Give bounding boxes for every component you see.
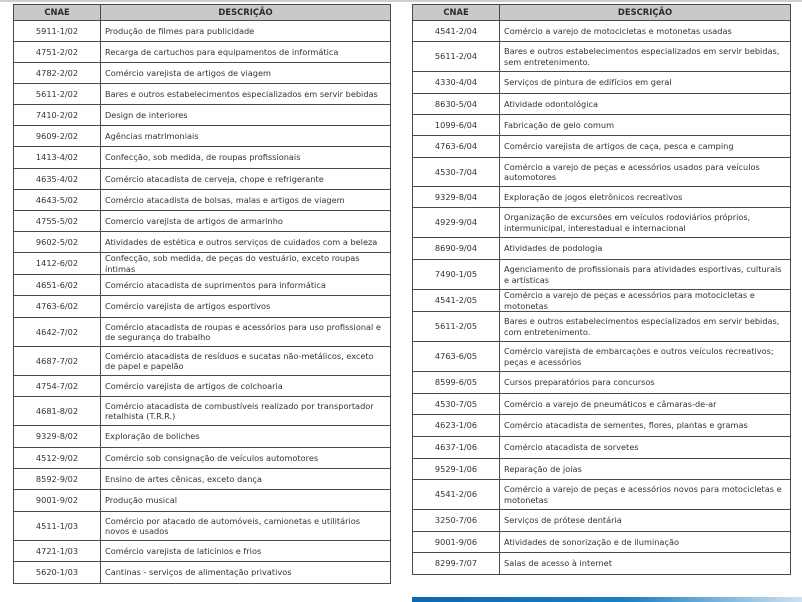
table-row: [413, 532, 791, 553]
cnae-description: Serviços de prótese dentária: [500, 510, 791, 532]
cnae-description: Cursos preparatórios para concursos: [500, 372, 791, 394]
cnae-code: 9529-1/06: [413, 459, 500, 480]
table-row: [14, 426, 391, 448]
cnae-description: Reparação de joias: [500, 459, 791, 480]
cnae-code: 7490-1/05: [413, 260, 500, 290]
table-row: [14, 490, 391, 512]
cnae-description: Bares e outros estabelecimentos especializados em servir bebidas: [101, 84, 391, 105]
table-row: [14, 232, 391, 253]
cnae-code: 8299-7/07: [413, 553, 500, 575]
cnae-code: 4763-6/04: [413, 136, 500, 158]
cnae-code: 4782-2/02: [14, 63, 101, 84]
cnae-code: 4721-1/03: [14, 541, 101, 562]
header-cnae: CNAE: [413, 5, 500, 21]
cnae-description: Comércio atacadista de sementes, flores, plantas e gramas: [500, 415, 791, 437]
cnae-code: 8599-6/05: [413, 372, 500, 394]
cnae-code: 4530-7/04: [413, 158, 500, 187]
cnae-description: Comércio varejista de embarcações e outros veículos recreativos; peças e acessórios: [500, 342, 791, 372]
table-row: [413, 459, 791, 480]
cnae-description: Comércio a varejo de pneumáticos e câmaras-de-ar: [500, 394, 791, 415]
cnae-code: 9329-8/02: [14, 426, 101, 448]
table-row: [413, 94, 791, 115]
cnae-code: 4541-2/05: [413, 290, 500, 312]
table-row: [14, 21, 391, 42]
table-row: [14, 42, 391, 63]
table-row: [14, 105, 391, 126]
cnae-code: 3250-7/06: [413, 510, 500, 532]
cnae-description: Design de interiores: [101, 105, 391, 126]
table-row: [413, 21, 791, 42]
table-header-row: [14, 5, 391, 21]
table-row: [413, 290, 791, 312]
table-row: [14, 275, 391, 296]
cnae-code: 8592-9/02: [14, 469, 101, 490]
cnae-description: Bares e outros estabelecimentos especializados em servir bebidas, com entretenimento.: [500, 312, 791, 342]
cnae-code: 4751-2/02: [14, 42, 101, 63]
table-row: [413, 415, 791, 437]
table-row: [413, 72, 791, 94]
cnae-code: 4541-2/06: [413, 480, 500, 510]
cnae-description: Serviços de pintura de edifícios em geral: [500, 72, 791, 94]
header-descricao: DESCRIÇÃO: [500, 5, 791, 21]
header-cnae: CNAE: [14, 5, 101, 21]
table-row: [14, 211, 391, 232]
table-row: [14, 190, 391, 211]
cnae-code: 4681-8/02: [14, 397, 101, 426]
cnae-description: Produção de filmes para publicidade: [101, 21, 391, 42]
cnae-description: Atividade odontológica: [500, 94, 791, 115]
cnae-description: Atividades de podologia: [500, 238, 791, 260]
cnae-code: 4637-1/06: [413, 437, 500, 459]
cnae-description: Comércio atacadista de combustíveis realizado por transportador retalhista (T.R.R.): [101, 397, 391, 426]
table-row: [413, 260, 791, 290]
cnae-description: Confecção, sob medida, de roupas profissionais: [101, 147, 391, 169]
cnae-description: Comércio a varejo de motocicletas e motonetas usadas: [500, 21, 791, 42]
table-row: [14, 126, 391, 147]
cnae-description: Comércio varejista de artigos de viagem: [101, 63, 391, 84]
cnae-code: 4642-7/02: [14, 318, 101, 347]
cnae-code: 5611-2/02: [14, 84, 101, 105]
cnae-code: 5620-1/03: [14, 562, 101, 584]
cnae-code: 5611-2/04: [413, 42, 500, 72]
cnae-code: 4755-5/02: [14, 211, 101, 232]
cnae-code: 9609-2/02: [14, 126, 101, 147]
cnae-description: Comércio atacadista de sorvetes: [500, 437, 791, 459]
table-row: [14, 562, 391, 584]
cnae-table-left: [13, 4, 391, 584]
cnae-description: Salas de acesso à internet: [500, 553, 791, 575]
cnae-code: 1413-4/02: [14, 147, 101, 169]
cnae-code: 4643-5/02: [14, 190, 101, 211]
table-row: [413, 238, 791, 260]
table-row: [413, 42, 791, 72]
table-row: [14, 63, 391, 84]
table-row: [14, 169, 391, 190]
cnae-description: Ensino de artes cênicas, exceto dança: [101, 469, 391, 490]
cnae-description: Agências matrimoniais: [101, 126, 391, 147]
cnae-description: Comércio atacadista de roupas e acessórios para uso profissional e de segurança do trabalho: [101, 318, 391, 347]
cnae-code: 4512-9/02: [14, 448, 101, 469]
table-row: [413, 136, 791, 158]
cnae-description: Comércio a varejo de peças e acessórios novos para motocicletas e motonetas: [500, 480, 791, 510]
cnae-code: 9602-5/02: [14, 232, 101, 253]
cnae-description: Bares e outros estabelecimentos especializados em servir bebidas, sem entretenimento.: [500, 42, 791, 72]
cnae-description: Comércio a varejo de peças e acessórios usados para veículos automotores: [500, 158, 791, 187]
cnae-description: Fabricação de gelo comum: [500, 115, 791, 136]
table-row: [14, 347, 391, 376]
table-row: [14, 376, 391, 397]
cnae-code: 5911-1/02: [14, 21, 101, 42]
cnae-description: Comércio varejista de artigos de caça, pesca e camping: [500, 136, 791, 158]
cnae-description: Comércio varejista de artigos de colchoaria: [101, 376, 391, 397]
table-row: [14, 147, 391, 169]
cnae-description: Recarga de cartuchos para equipamentos de informática: [101, 42, 391, 63]
cnae-code: 4763-6/05: [413, 342, 500, 372]
table-row: [14, 541, 391, 562]
cnae-code: 4541-2/04: [413, 21, 500, 42]
cnae-code: 4687-7/02: [14, 347, 101, 376]
page-top-border: [0, 0, 802, 2]
table-row: [14, 84, 391, 105]
cnae-description: Comércio atacadista de bolsas, malas e artigos de viagem: [101, 190, 391, 211]
table-row: [413, 312, 791, 342]
cnae-code: 4929-9/04: [413, 208, 500, 238]
cnae-description: Comércio varejista de laticínios e frios: [101, 541, 391, 562]
table-row: [413, 480, 791, 510]
cnae-description: Atividades de sonorização e de iluminação: [500, 532, 791, 553]
footer-blue-bar: [412, 597, 802, 602]
cnae-code: 9001-9/02: [14, 490, 101, 512]
cnae-description: Agenciamento de profissionais para atividades esportivas, culturais e artísticas: [500, 260, 791, 290]
cnae-code: 1412-6/02: [14, 253, 101, 275]
cnae-code: 4651-6/02: [14, 275, 101, 296]
cnae-code: 4635-4/02: [14, 169, 101, 190]
cnae-description: Produção musical: [101, 490, 391, 512]
table-row: [14, 448, 391, 469]
cnae-description: Comércio por atacado de automóveis, camionetas e utilitários novos e usados: [101, 512, 391, 541]
cnae-description: Exploração de jogos eletrônicos recreativos: [500, 187, 791, 208]
cnae-code: 4623-1/06: [413, 415, 500, 437]
cnae-table-right: [412, 4, 791, 575]
table-row: [14, 469, 391, 490]
cnae-description: Comércio atacadista de suprimentos para informática: [101, 275, 391, 296]
cnae-description: Comércio varejista de artigos esportivos: [101, 296, 391, 318]
table-row: [14, 296, 391, 318]
cnae-description: Confecção, sob medida, de peças do vestuário, exceto roupas íntimas: [101, 253, 391, 275]
cnae-description: Comércio atacadista de resíduos e sucatas não-metálicos, exceto de papel e papelão: [101, 347, 391, 376]
table-row: [14, 512, 391, 541]
table-header-row: [413, 5, 791, 21]
cnae-description: Comércio atacadista de cerveja, chope e refrigerante: [101, 169, 391, 190]
cnae-code: 4511-1/03: [14, 512, 101, 541]
table-row: [14, 318, 391, 347]
table-row: [413, 187, 791, 208]
cnae-description: Exploração de boliches: [101, 426, 391, 448]
cnae-code: 1099-6/04: [413, 115, 500, 136]
cnae-description: Organização de excursões em veículos rodoviários próprios, intermunicipal, interestadual e internacional: [500, 208, 791, 238]
cnae-code: 7410-2/02: [14, 105, 101, 126]
cnae-description: Cantinas - serviços de alimentação privativos: [101, 562, 391, 584]
table-row: [413, 372, 791, 394]
table-row: [413, 115, 791, 136]
cnae-code: 9001-9/06: [413, 532, 500, 553]
cnae-code: 8690-9/04: [413, 238, 500, 260]
cnae-code: 8630-5/04: [413, 94, 500, 115]
cnae-code: 9329-8/04: [413, 187, 500, 208]
table-row: [413, 158, 791, 187]
cnae-description: Comércio sob consignação de veículos automotores: [101, 448, 391, 469]
table-row: [14, 397, 391, 426]
cnae-description: Comércio a varejo de peças e acessórios para motocicletas e motonetas: [500, 290, 791, 312]
cnae-code: 4754-7/02: [14, 376, 101, 397]
table-row: [413, 510, 791, 532]
cnae-description: Atividades de estética e outros serviços de cuidados com a beleza: [101, 232, 391, 253]
table-row: [413, 208, 791, 238]
cnae-code: 5611-2/05: [413, 312, 500, 342]
header-descricao: DESCRIÇÃO: [101, 5, 391, 21]
cnae-code: 4330-4/04: [413, 72, 500, 94]
table-row: [413, 394, 791, 415]
table-row: [14, 253, 391, 275]
cnae-description: Comercio varejista de artigos de armarinho: [101, 211, 391, 232]
table-row: [413, 553, 791, 575]
table-row: [413, 437, 791, 459]
cnae-code: 4763-6/02: [14, 296, 101, 318]
table-row: [413, 342, 791, 372]
cnae-code: 4530-7/05: [413, 394, 500, 415]
